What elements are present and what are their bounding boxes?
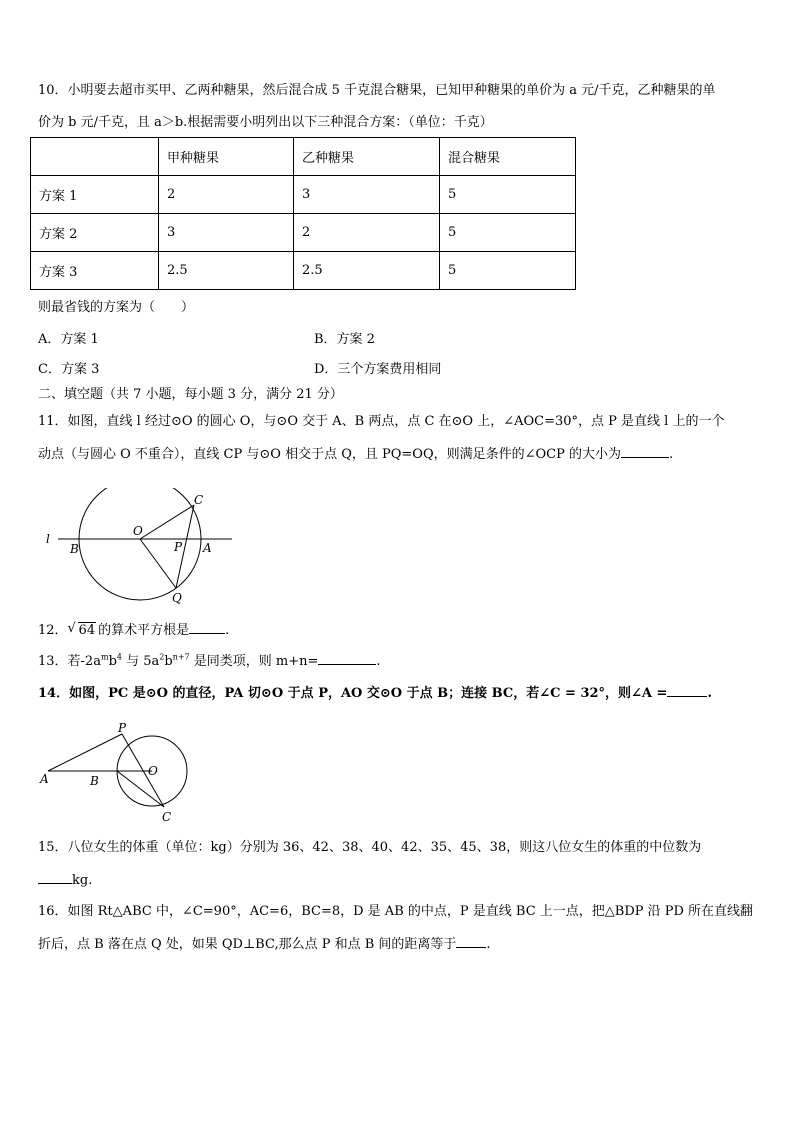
label-o: O xyxy=(133,524,143,538)
table-header-cell: 乙种糖果 xyxy=(294,138,440,176)
table-cell: 方案 2 xyxy=(31,214,159,252)
segment-oc xyxy=(140,505,194,539)
q16-line2 xyxy=(38,935,491,954)
q16-line1: 16．如图 Rt△ABC 中，∠C=90°，AC=6，BC=8，D 是 AB 的中点，P 是直线 BC 上一点，把△BDP 沿 PD 所在直线翻 xyxy=(38,904,754,919)
table-header-cell: 甲种糖果 xyxy=(159,138,294,176)
q15-suffix: kg. xyxy=(72,873,93,888)
table-cell: 2 xyxy=(159,176,294,214)
option-c[interactable]: C．方案 3 xyxy=(38,362,100,377)
table-cell: 2 xyxy=(294,214,440,252)
segment-ap xyxy=(48,734,122,771)
q11-line2 xyxy=(38,445,673,464)
q13-sup3: 2 xyxy=(159,652,165,662)
label-l: l xyxy=(46,532,50,546)
table-cell: 3 xyxy=(294,176,440,214)
answer-blank[interactable] xyxy=(667,684,707,697)
label-p: P xyxy=(174,540,183,554)
label-a: A xyxy=(203,541,212,555)
table-cell: 5 xyxy=(440,252,576,290)
q12-prefix: 12． xyxy=(38,623,68,638)
sqrt-expression xyxy=(68,622,97,640)
q13-sup1: m xyxy=(100,652,109,662)
sqrt-sign-icon: √ xyxy=(67,621,76,636)
q12-line xyxy=(38,621,229,640)
circle-o xyxy=(79,488,204,600)
table-cell: 方案 3 xyxy=(31,252,159,290)
q12-end: . xyxy=(225,623,230,638)
q10-line2: 价为 b 元/千克，且 a＞b.根据需要小明列出以下三种混合方案：（单位：千克） xyxy=(38,115,493,130)
section-heading: 二、填空题（共 7 小题，每小题 3 分，满分 21 分） xyxy=(38,387,343,402)
q13-t3: 与 5a xyxy=(121,654,160,669)
table-header-cell xyxy=(31,138,159,176)
table-header-row xyxy=(31,138,576,176)
radicand: 64 xyxy=(78,623,96,638)
table-cell: 5 xyxy=(440,214,576,252)
q11-end: . xyxy=(668,447,674,462)
q13-sup2: 4 xyxy=(116,652,122,662)
q13-t5: 是同类项，则 m+n= xyxy=(189,654,319,669)
table-cell: 2.5 xyxy=(159,252,294,290)
q11-figure xyxy=(36,488,296,608)
q13-t4: b xyxy=(164,654,173,669)
table-cell: 5 xyxy=(440,176,576,214)
label-c: C xyxy=(194,493,204,507)
q14-end: . xyxy=(707,686,712,701)
answer-blank[interactable] xyxy=(38,871,72,884)
label-p: P xyxy=(118,722,127,735)
q13-end: . xyxy=(376,654,381,669)
q16-line2-text: 折后，点 B 落在点 Q 处，如果 QD⊥BC,那么点 P 和点 B 间的距离等于 xyxy=(38,937,457,952)
q13-sup4: n+7 xyxy=(172,652,190,662)
q14-figure xyxy=(36,722,196,827)
table-row xyxy=(31,214,576,252)
q15-line2 xyxy=(38,871,92,890)
q15-line1: 15．八位女生的体重（单位：kg）分别为 36、42、38、40、42、35、45、38，则这八位女生的体重的中位数为 xyxy=(38,840,702,855)
label-a: A xyxy=(40,772,49,786)
plan-table xyxy=(30,137,576,290)
q10-question: 则最省钱的方案为（ ） xyxy=(38,300,195,315)
q12-suffix: 的算术平方根是 xyxy=(98,623,190,638)
label-b: B xyxy=(70,542,79,556)
answer-blank[interactable] xyxy=(318,652,376,665)
table-cell: 3 xyxy=(159,214,294,252)
answer-blank[interactable] xyxy=(456,935,486,948)
q10-line1: 10．小明要去超市买甲、乙两种糖果，然后混合成 5 千克混合糖果，已知甲种糖果的单价为 a 元/千克，乙种糖果的单 xyxy=(38,83,716,98)
q16-end: . xyxy=(486,937,491,952)
label-c: C xyxy=(162,810,172,824)
option-a[interactable]: A．方案 1 xyxy=(38,332,99,347)
label-b: B xyxy=(90,774,99,788)
option-d[interactable]: D．三个方案费用相同 xyxy=(314,362,442,377)
q13-t2: b xyxy=(108,654,117,669)
segment-oq xyxy=(140,539,176,588)
label-q: Q xyxy=(172,591,182,605)
q13-text: 13．若-2a xyxy=(38,654,101,669)
answer-blank[interactable] xyxy=(189,621,225,634)
table-cell: 2.5 xyxy=(294,252,440,290)
q14-line xyxy=(38,684,712,703)
table-cell: 方案 1 xyxy=(31,176,159,214)
answer-blank[interactable] xyxy=(621,445,669,458)
table-row xyxy=(31,176,576,214)
q14-text: 14．如图，PC 是⊙O 的直径，PA 切⊙O 于点 P，AO 交⊙O 于点 B；连接 BC，若∠C = 32°，则∠A = xyxy=(38,686,668,701)
table-header-cell: 混合糖果 xyxy=(440,138,576,176)
option-b[interactable]: B．方案 2 xyxy=(314,332,375,347)
q11-line1: 11．如图，直线 l 经过⊙O 的圆心 O，与⊙O 交于 A、B 两点，点 C 在⊙O 上，∠AOC=30°，点 P 是直线 l 上的一个 xyxy=(38,414,725,429)
label-o: O xyxy=(148,764,158,778)
table-row xyxy=(31,252,576,290)
q13-line xyxy=(38,652,381,671)
q11-line2-text: 动点（与圆心 O 不重合），直线 CP 与⊙O 相交于点 Q，且 PQ=OQ，则满足条件的∠OCP 的大小为 xyxy=(38,447,621,462)
